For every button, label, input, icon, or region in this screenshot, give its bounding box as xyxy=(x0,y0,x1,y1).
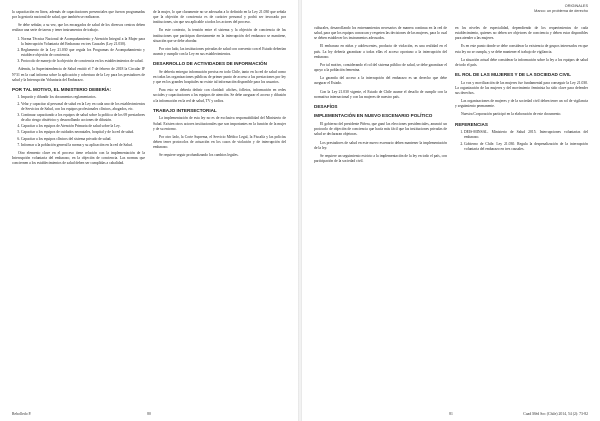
column-4 xyxy=(455,26,588,403)
right-page-columns xyxy=(314,26,588,403)
references-heading: REFERENCIAS xyxy=(455,121,488,127)
section-heading: TRABAJO INTERSECTORIAL xyxy=(153,107,217,113)
section-heading: DESAFÍOS xyxy=(314,103,338,109)
list-item: 3. Continuar capacitando a los equipos de salud sobre la política de los 69 prestadores de alto riesgo obstétrico y desarrollando acciones de difusión. xyxy=(21,113,145,123)
paragraph: Con la Ley 21.030 vigente, el Estado de Chile asume el desafío de cumplir con la normativa internacional y con las mujeres de nuestro país. xyxy=(314,89,447,99)
column-3 xyxy=(314,26,447,403)
list-item: 2. Reglamento de la Ley 21.030 que regula los Programas de Acompañamiento y establece objeción de conciencia. xyxy=(21,48,145,58)
section-heading: EL ROL DE LAS MUJERES Y DE LA SOCIEDAD CIVIL xyxy=(455,72,571,78)
paragraph: Se debe señalar, a su vez, que los encargados de salud de los diversos centros deben realizar una serie de tareas y tener instrumentos de trabajo. xyxy=(12,23,145,33)
right-page xyxy=(302,0,600,421)
section-heading: IMPLEMENTACIÓN EN NUEVO ESCENARIO POLÍTICO xyxy=(314,113,433,119)
paragraph: en los niveles de especialidad, dependiendo de los requerimientos de cada establecimiento, quienes no deben ser objetores de conciencia y deben estar disponibles para atender a las mujeres. xyxy=(455,26,588,41)
list-item: 5. Capacitar a los equipos de cuidados neonatales, hospital y de la red de salud. xyxy=(21,130,145,135)
section-heading: DESARROLLO DE ACTIVIDADES DE INFORMACIÓN xyxy=(153,61,267,67)
paragraph: Es en este punto donde se debe considerar la existencia de grupos interesados en que esta ley no se cumpla, y se debe mantener el trabajo de vigilancia. xyxy=(455,44,588,54)
running-header xyxy=(534,4,588,14)
section-heading: POR TAL MOTIVO, EL MINISTERIO DEBERÍA: xyxy=(12,86,112,92)
paragraph: Se debería entregar información precisa en todo Chile, tanto en la red de salud como en todas las organizaciones públicas de primer punto de acceso a las prestaciones por ley y que en los grandes hospitales no existe tal información disponible para los usuarios. xyxy=(153,69,286,85)
paragraph: Las organizaciones de mujeres y de la sociedad civil deben tener un rol de vigilancia y seguimiento permanente. xyxy=(455,99,588,109)
paragraph: Se requiere seguir profundizando los cambios legales. xyxy=(159,153,239,158)
footer-journal: Cuad Méd Soc (Chile) 2014, 54 (2): 73-82 xyxy=(523,412,588,416)
paragraph: culturales, desarrollando los entrenamientos necesarios de manera continua en la red de salud, para que los equipos conozcan y respeten las decisiones de las mujeres, para lo cual se deben establecer los instrumentos adecuados. xyxy=(314,26,447,41)
paragraph: Los prestadores de salud en este nuevo escenario deben mantener la implementación de la ley. xyxy=(314,140,447,150)
footer-author: Rebolledo P. xyxy=(12,412,32,416)
paragraph: Por tal motivo, considerando el rol del sistema público de salud, se debe garantizar el apoyo a la población femenina. xyxy=(314,62,447,73)
page-number: 81 xyxy=(449,412,453,416)
paragraph: La garantía del acceso a la interrupción del embarazo es un derecho que debe asegurar el Estado. xyxy=(314,76,447,86)
paragraph: la capacitación en línea, además de capacitaciones presenciales que fueron programadas por la gestoría nacional de salud, que también se realizaron. xyxy=(12,10,145,20)
document-list xyxy=(12,37,145,65)
paragraph: La voz y movilización de las mujeres fue fundamental para conseguir la Ley 21.030. La organización de las mujeres y del movimiento feminista ha sido clave para defender sus derechos. xyxy=(455,80,588,95)
paragraph: de la mujer, lo que claramente no se adecuaba a lo definido en la Ley 21.030 que señala que la objeción de conciencia es de carácter personal y podrá ser invocada por instituciones, sin que sea aplicable a todos los actores del proceso. xyxy=(153,10,286,25)
journal-section: ORIGINALES xyxy=(564,4,588,8)
reference-item: 2. Gobierno de Chile. Ley 21.030. Regula la despenalización de la interrupción voluntaria del embarazo en tres causales. xyxy=(464,142,588,152)
list-item: 1. Norma Técnica Nacional de Acompañamiento y Atención Integral a la Mujer para la Interrupción Voluntaria del Embarazo en tres Causales (Ley 21.030). xyxy=(21,37,145,47)
paragraph: La implementación de esta ley no es de exclusiva responsabilidad del Ministerio de Salud. Existen otros actores institucionales que son importantes en la función de la mujer y de su entorno. xyxy=(153,116,286,131)
list-item: 2. Velar y capacitar al personal de salud en la Ley en cada uno de los establecimientos de Servicios de Salud, con los equipos profesionales clínicos, abogados, etc. xyxy=(21,102,145,112)
left-page-columns xyxy=(12,10,286,403)
list-item: 3. Protocolo de manejo de la objeción de conciencia en los establecimientos de salud. xyxy=(21,59,145,64)
list-item: 6. Capacitar a los equipos clínicos del sistema privado de salud. xyxy=(21,137,145,142)
reference-item: 1. DEIS-MINSAL. Ministerio de Salud 2015. Interrupciones voluntarias del embarazo. xyxy=(464,130,588,140)
list-item: 1. Impartir y difundir los documentos reglamentarios. xyxy=(21,95,145,100)
references-list xyxy=(455,130,588,152)
left-page xyxy=(0,0,298,421)
paragraph: Además, la Superintendencia de Salud emitió el 7 de febrero de 2018 la Circular IF N°31 en la cual informa sobre la aplicación y cobertura de la Ley para los prestadores de salud y la Interrupción Voluntaria del Embarazo. xyxy=(12,67,145,82)
paragraph: El gobierno del presidente Piñera, que ganó las elecciones presidenciales, anunció un protocolo de objeción de conciencia que hacía más fácil que las instituciones privadas de salud se declararan objetoras. xyxy=(314,122,447,137)
list-item: 4. Capacitar a los equipos de Atención Primaria de salud sobre la Ley. xyxy=(21,124,145,129)
paragraph: Para esto se debería definir con claridad: afiches, folletos, información en redes sociales y capacitaciones a los equipos de atención. Se debe asegurar el acceso y difusión a la información en la red de salud, TV y radios. xyxy=(153,88,286,103)
paragraph: Otro elemento clave en el proceso tiene relación con la implementación de la Interrupción voluntaria del embarazo, en la objeción de conciencia. Las normas que conciernen a los establecimientos de salud deben ser cumplidas a cabalidad. xyxy=(12,150,145,166)
paragraph: La situación actual debe considerar la información sobre la ley a los equipos de salud de todo el país. xyxy=(455,57,588,67)
paragraph: Por otro lado, la Corte Suprema, el Servicio Médico Legal, la Fiscalía y las policías deben tener protocolos de actuación en los casos de violación y de interrupción del embarazo. xyxy=(153,134,286,150)
list-item: 7. Informar a la población general la norma y su aplicación en la red de Salud. xyxy=(21,143,145,148)
column-2 xyxy=(153,10,286,403)
paragraph: Nuestra Corporación participó en la elaboración de este documento. xyxy=(461,112,562,117)
article-subtitle: Marco: un problema de derecho xyxy=(534,9,588,13)
paragraph: Por otro lado, las instituciones privadas de salud con convenio con el Estado deberían asumir y cumplir con la Ley en sus establecimientos. xyxy=(153,46,286,57)
duties-list xyxy=(12,95,145,147)
paragraph: En este contexto, la tensión entre el sistema y la objeción de conciencia de las instituciones que participan directamente en la interrupción del embarazo se mantiene, situación que se debe abordar. xyxy=(153,28,286,43)
page-number: 80 xyxy=(147,412,151,416)
column-1 xyxy=(12,10,145,403)
paragraph: Se requiere un seguimiento estricto a la implementación de la ley en todo el país, con participación de la sociedad civil. xyxy=(314,153,447,163)
paragraph: El embarazo en niñas y adolescentes, producto de violación, es una realidad en el país. La ley debería garantizar a todas ellas el acceso oportuno a la interrupción del embarazo. xyxy=(314,44,447,59)
